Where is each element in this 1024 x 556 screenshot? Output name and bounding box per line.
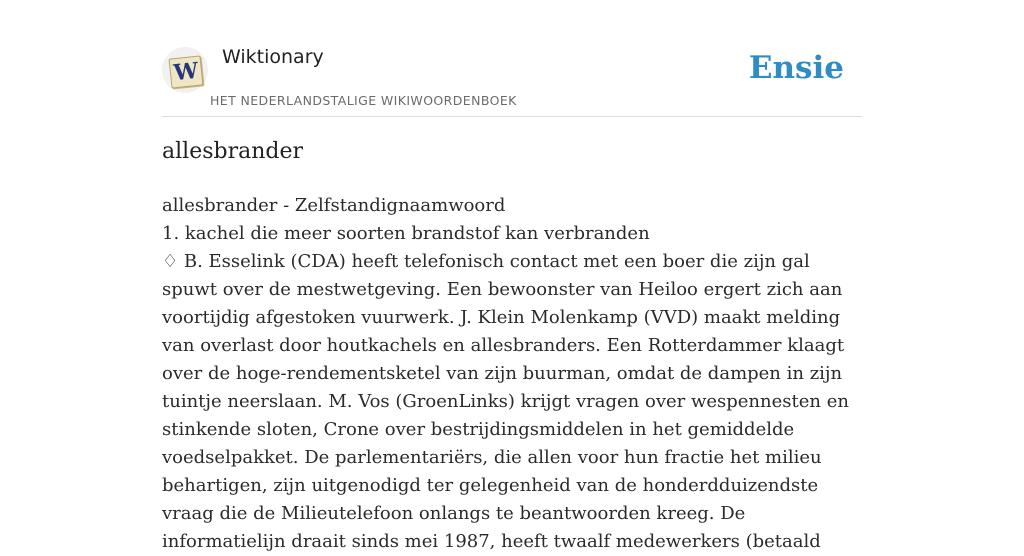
logo-letter: W (172, 57, 200, 87)
example-sentence: ♢ B. Esselink (CDA) heeft telefonisch contact met een boer die zijn gal spuwt over de mestwetgeving. Een bewoonster van Heiloo ergert zich aan voortijdig afgestoken vuurwerk. J. Klein Molenkamp (VVD) maakt melding van overlast door houtkachels en allesbranders. Een Rotterdammer klaagt over de hoge-rendementsketel van zijn buurman, omdat de dampen in zijn tuintje neerslaan. M. Vos (GroenLinks) krijgt vragen over wespennesten en stinkende sloten, Crone over bestrijdingsmiddelen in het gemiddelde voedselpakket. De parlementariërs, die allen voor hun fractie het milieu behartigen, zijn uitgenodigd ter gelegenheid van de honderdduizendste vraag die de Milieutelefoon onlangs te beantwoorden kreeg. De informatielijn draait sinds mei 1987, heeft twaalf medewerkers (betaald (162, 251, 849, 552)
site-tagline: HET NEDERLANDSTALIGE WIKIWOORDENBOEK (210, 93, 517, 108)
site-name-link[interactable]: Wiktionary (222, 46, 324, 68)
site-header (162, 44, 862, 117)
entry-body (162, 192, 862, 556)
ensie-brand-logo[interactable]: Ensie (748, 50, 844, 86)
definition: 1. kachel die meer soorten brandstof kan verbranden (162, 223, 650, 244)
word-class-line: allesbrander - Zelfstandignaamwoord (162, 195, 506, 216)
wiktionary-logo-icon[interactable] (162, 47, 208, 93)
page-title: allesbrander (162, 139, 304, 164)
